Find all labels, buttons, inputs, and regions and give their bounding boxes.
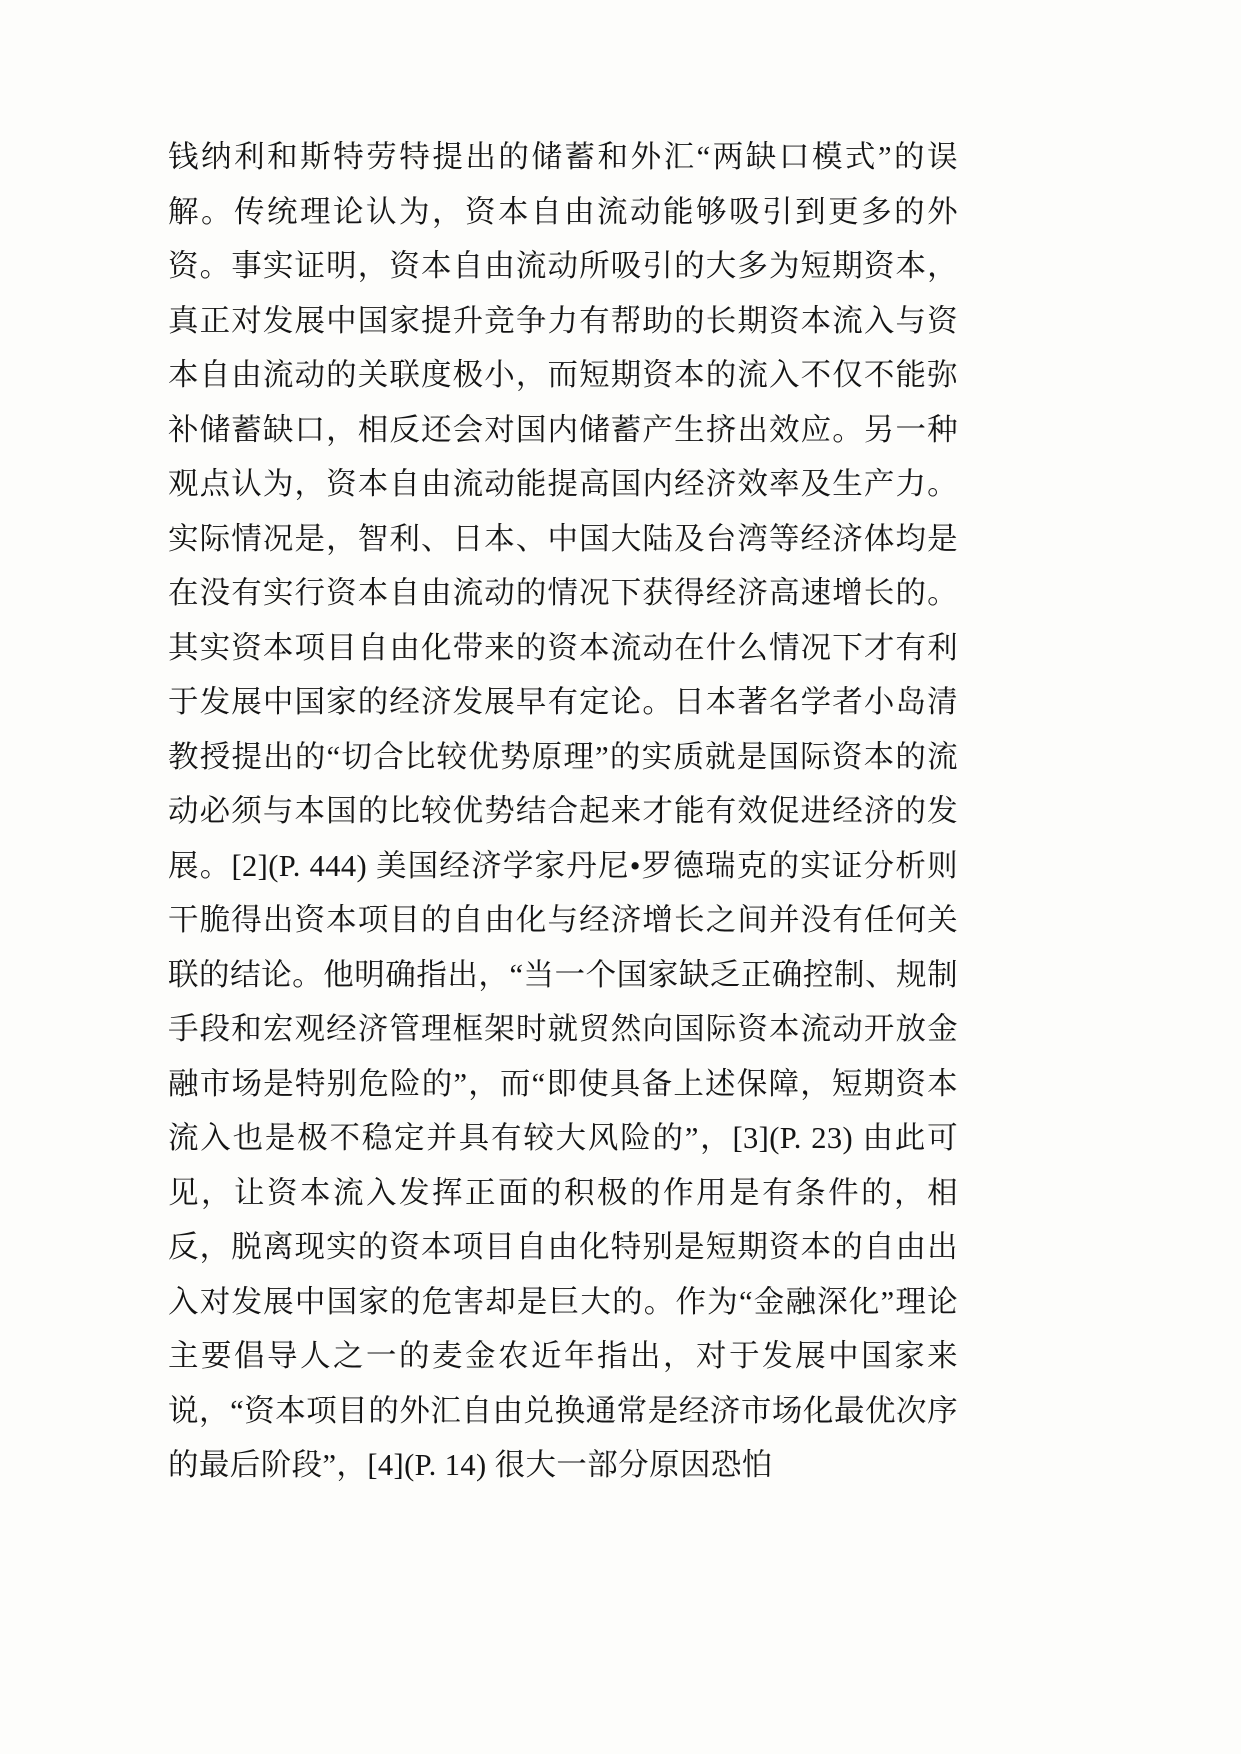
page-text-block <box>168 130 958 1493</box>
body-paragraph: 钱纳利和斯特劳特提出的储蓄和外汇“两缺口模式”的误解。传统理论认为，资本自由流动能够吸引到更多的外资。事实证明，资本自由流动所吸引的大多为短期资本，真正对发展中国家提升竞争力有帮助的长期资本流入与资本自由流动的关联度极小，而短期资本的流入不仅不能弥补储蓄缺口，相反还会对国内储蓄产生挤出效应。另一种观点认为，资本自由流动能提高国内经济效率及生产力。实际情况是，智利、日本、中国大陆及台湾等经济体均是在没有实行资本自由流动的情况下获得经济高速增长的。其实资本项目自由化带来的资本流动在什么情况下才有利于发展中国家的经济发展早有定论。日本著名学者小岛清教授提出的“切合比较优势原理”的实质就是国际资本的流动必须与本国的比较优势结合起来才能有效促进经济的发展。[2](P. 444) 美国经济学家丹尼•罗德瑞克的实证分析则干脆得出资本项目的自由化与经济增长之间并没有任何关联的结论。他明确指出，“当一个国家缺乏正确控制、规制手段和宏观经济管理框架时就贸然向国际资本流动开放金融市场是特别危险的”，而“即使具备上述保障，短期资本流入也是极不稳定并具有较大风险的”，[3](P. 23) 由此可见，让资本流入发挥正面的积极的作用是有条件的，相反，脱离现实的资本项目自由化特别是短期资本的自由出入对发展中国家的危害却是巨大的。作为“金融深化”理论主要倡导人之一的麦金农近年指出，对于发展中国家来说，“资本项目的外汇自由兑换通常是经济市场化最优次序的最后阶段”，[4](P. 14) 很大一部分原因恐怕 <box>168 140 958 1482</box>
